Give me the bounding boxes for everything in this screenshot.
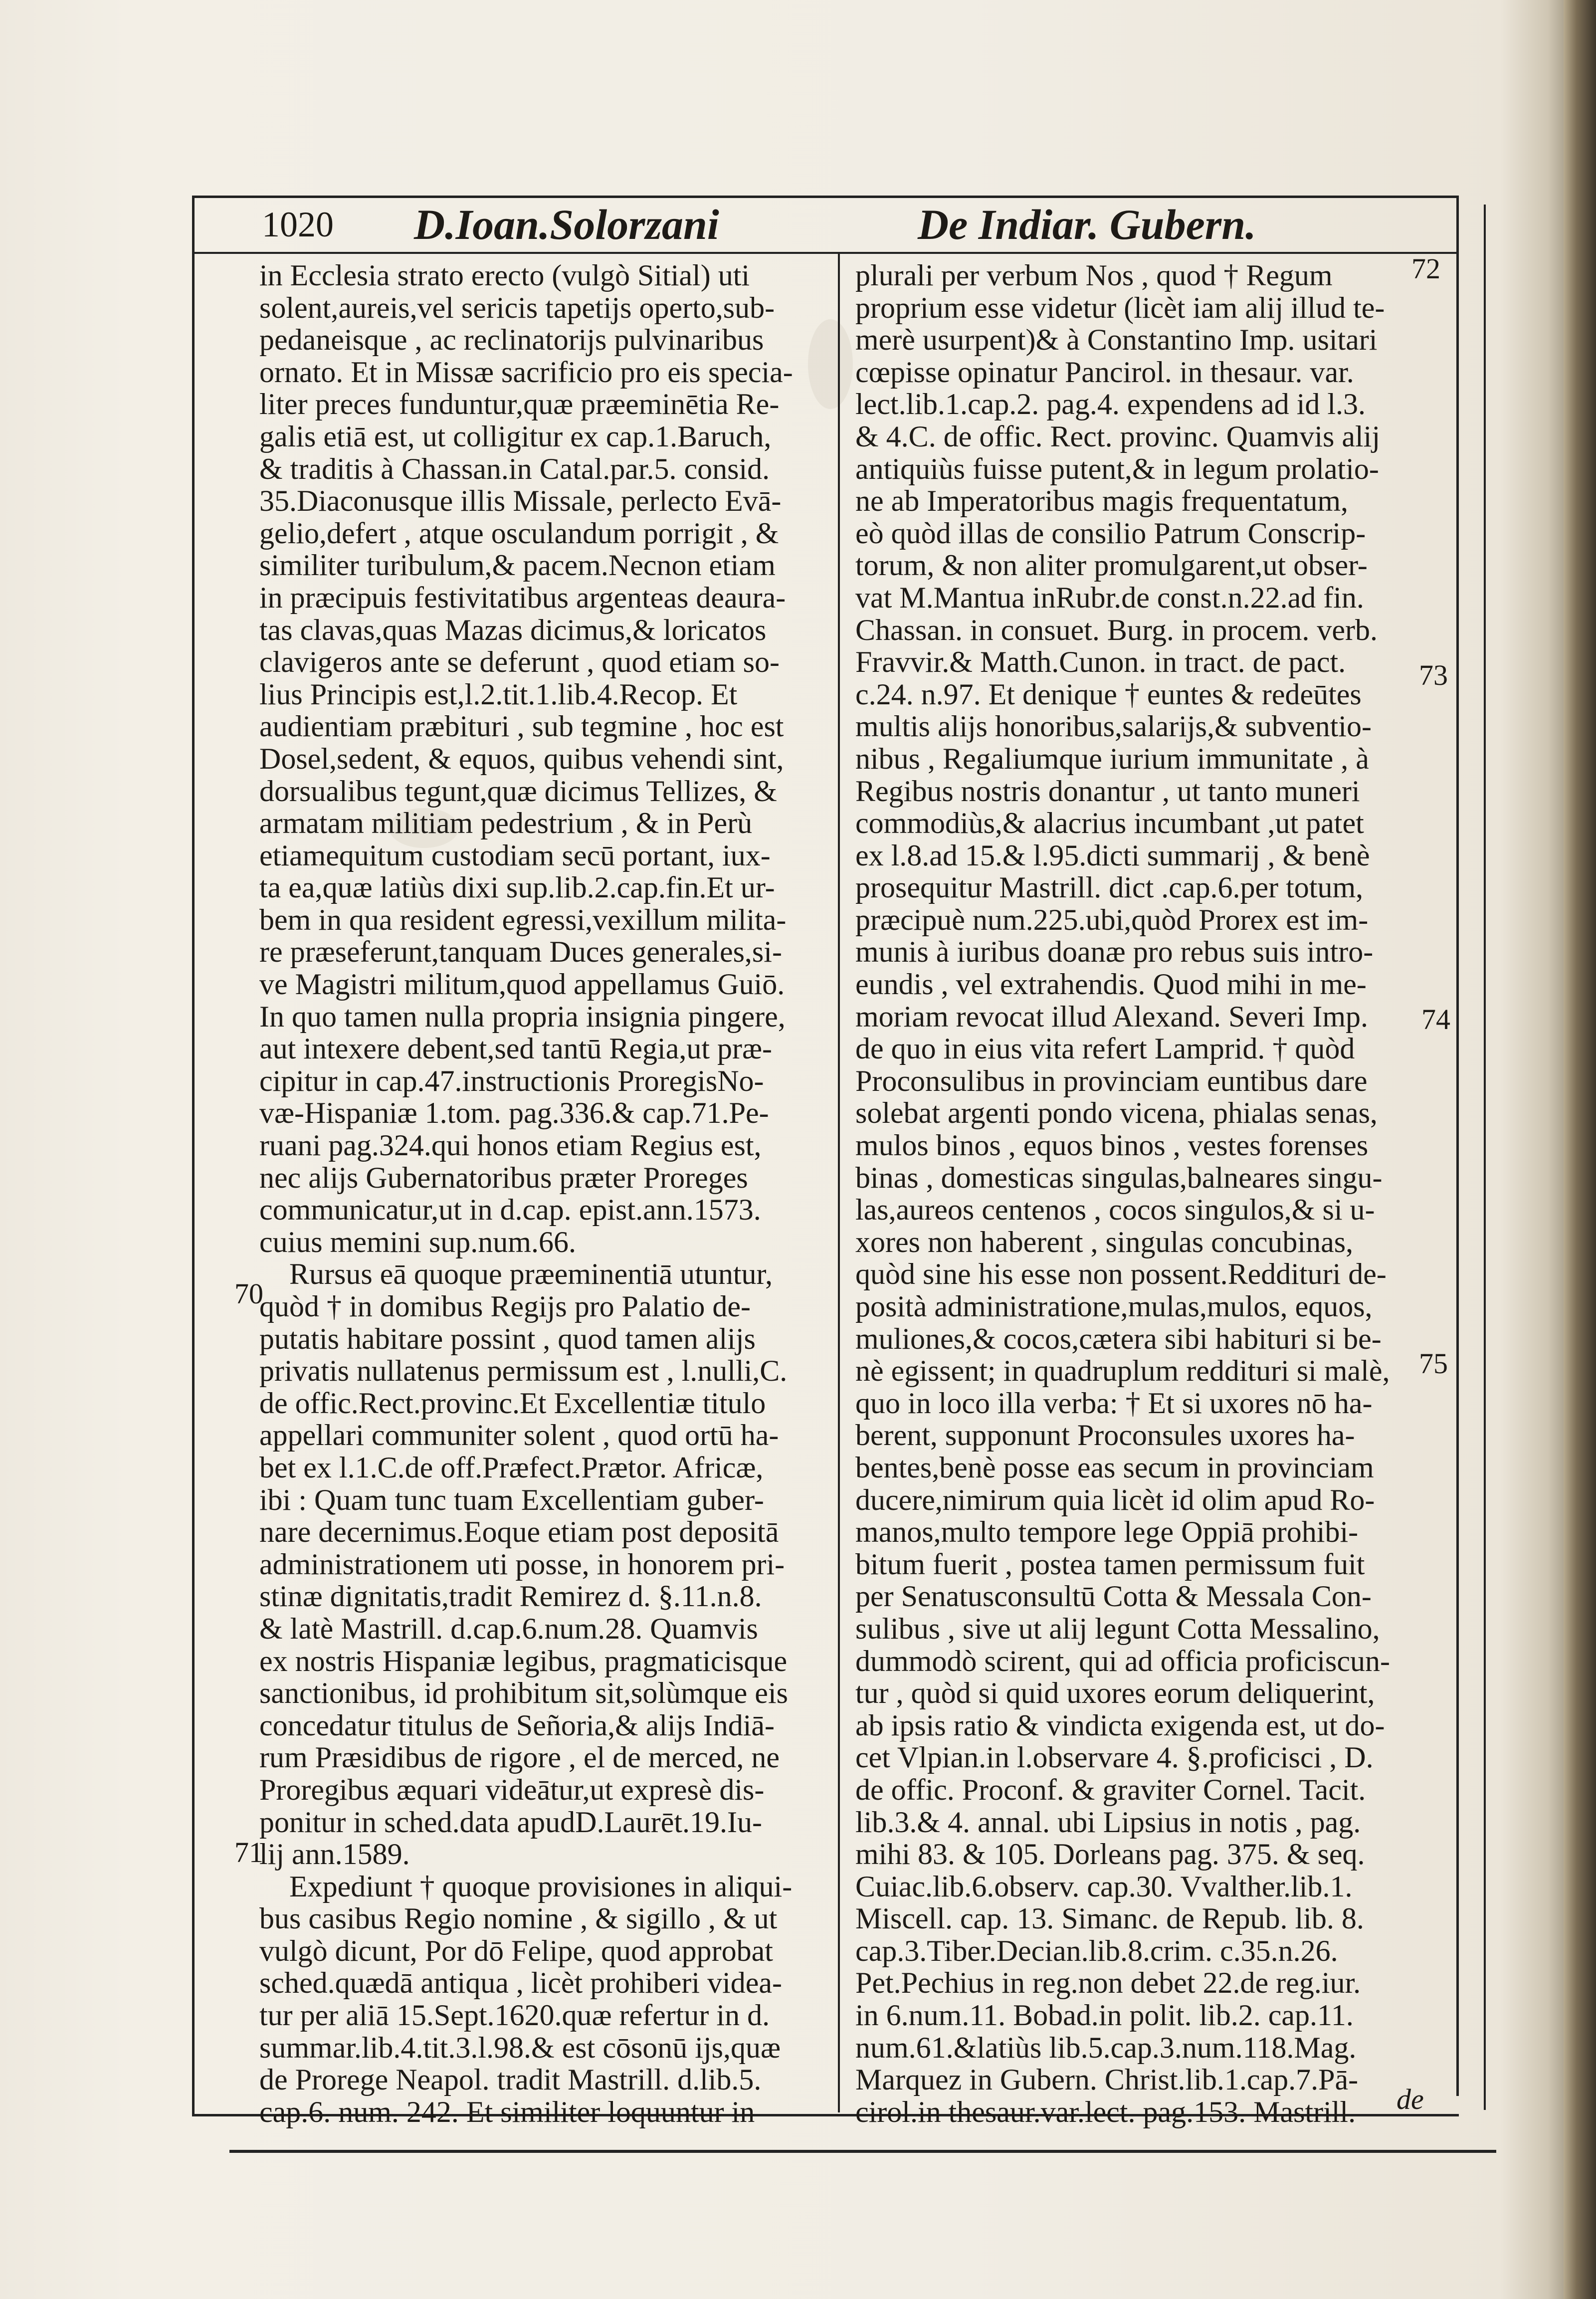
text-line: ornato. Et in Missæ sacrificio pro eis specia-	[259, 355, 793, 389]
text-line: de quo in eius vita refert Lamprid. † quòd	[855, 1032, 1355, 1065]
text-line: appellari communiter solent , quod ortū ha-	[259, 1419, 779, 1452]
text-line: bentes,benè posse eas secum in provinciam	[855, 1451, 1374, 1484]
text-line: quòd sine his esse non possent.Reddituri de-	[855, 1257, 1387, 1291]
footer-rule	[229, 2150, 1496, 2153]
text-line: berent, supponunt Proconsules uxores ha-	[855, 1419, 1355, 1452]
text-line: solent,aureis,vel sericis tapetijs operto,sub-	[259, 291, 775, 324]
text-line: de Prorege Neapol. tradit Mastrill. d.lib.5.	[259, 2063, 762, 2096]
text-line: las,aureos centenos , cocos singulos,& si u-	[855, 1193, 1375, 1227]
text-line: merè usurpent)& à Constantino Imp. usitari	[855, 323, 1378, 357]
text-line: re præseferunt,tanquam Duces generales,si-	[259, 935, 782, 969]
text-line: væ-Hispaniæ 1.tom. pag.336.& cap.71.Pe-	[259, 1096, 769, 1130]
text-line: antiquiùs fuisse putent,& in legum prolatio-	[855, 452, 1379, 485]
text-line: communicatur,ut in d.cap. epist.ann.1573.	[259, 1193, 761, 1227]
text-line: etiamequitum custodiam secū portant, iux-	[259, 838, 771, 872]
text-line: & traditis à Chassan.in Catal.par.5. consid.	[259, 452, 770, 485]
text-line: eundis , vel extrahendis. Quod mihi in me-	[855, 968, 1367, 1001]
text-line: ta ea,quæ latiùs dixi sup.lib.2.cap.fin.Et ur-	[259, 871, 775, 904]
text-line: in Ecclesia strato erecto (vulgò Sitial) uti	[259, 259, 750, 292]
text-line: ducere,nimirum quia licèt id olim apud Ro-	[855, 1483, 1375, 1516]
text-line: proprium esse videtur (licèt iam alij illud te-	[855, 291, 1385, 324]
text-line: pedaneisque , ac reclinatorijs pulvinaribus	[259, 323, 764, 357]
text-line: manos,multo tempore lege Oppiā prohibi-	[855, 1515, 1359, 1549]
column-divider	[838, 252, 840, 2112]
text-line: Miscell. cap. 13. Simanc. de Repub. lib. 8.	[855, 1902, 1364, 1935]
text-line: nare decernimus.Eoque etiam post depositā	[259, 1515, 779, 1549]
text-line: bitum fuerit , postea tamen permissum fuit	[855, 1547, 1365, 1581]
text-line: privatis nullatenus permissum est , l.nulli,C.	[259, 1354, 788, 1388]
header-rule	[192, 252, 1459, 254]
margin-number-73: 73	[1419, 659, 1448, 691]
text-line: Proregibus æquari videātur,ut expresè dis-	[259, 1773, 765, 1806]
text-line: ex nostris Hispaniæ legibus, pragmaticisque	[259, 1644, 788, 1677]
text-line: quòd † in domibus Regijs pro Palatio de-	[259, 1290, 751, 1323]
text-line: tur , quòd si quid uxores eorum deliquerint,	[855, 1676, 1375, 1710]
text-line: lect.lib.1.cap.2. pag.4. expendens ad id l.3.	[855, 388, 1366, 421]
text-line: ve Magistri militum,quod appellamus Guiō.	[259, 968, 785, 1001]
text-line: rum Præsidibus de rigore , el de merced, ne	[259, 1741, 780, 1774]
text-line: Proconsulibus in provinciam euntibus dare	[855, 1064, 1368, 1097]
text-line: concedatur titulus de Señoria,& alijs Indiā-	[259, 1708, 775, 1742]
text-line: summar.lib.4.tit.3.l.98.& est cōsonū ijs,quæ	[259, 2031, 781, 2064]
text-line: præcipuè num.225.ubi,quòd Prorex est im-	[855, 903, 1369, 936]
text-line: Fravvir.& Matth.Cunon. in tract. de pact.	[855, 645, 1346, 679]
text-line: ibi : Quam tunc tuam Excellentiam guber-	[259, 1483, 764, 1516]
text-line: ab ipsis ratio & vindicta exigenda est, ut do-	[855, 1708, 1385, 1742]
text-line: num.61.&latiùs lib.5.cap.3.num.118.Mag.	[855, 2031, 1357, 2064]
text-line: Rursus eā quoque præeminentiā utuntur,	[289, 1257, 773, 1291]
text-line: clavigeros ante se deferunt , quod etiam so-	[259, 645, 780, 679]
text-line: 35.Diaconusque illis Missale, perlecto Evā-	[259, 484, 782, 518]
left-text-column	[259, 259, 833, 2128]
text-line: moriam revocat illud Alexand. Severi Imp.	[855, 1000, 1369, 1033]
text-line: sulibus , sive ut alij legunt Cotta Messalino,	[855, 1612, 1380, 1645]
text-line: cipitur in cap.47.instructionis ProregisNo-	[259, 1064, 764, 1097]
margin-number-70: 70	[234, 1277, 263, 1310]
text-line: & 4.C. de offic. Rect. provinc. Quamvis alij	[855, 419, 1381, 453]
text-line: Dosel,sedent, & equos, quibus vehendi sint,	[259, 742, 784, 775]
text-line: commodiùs,& alacrius incumbant ,ut patet	[855, 807, 1364, 840]
text-line: cap.6. num. 242. Et similiter loquuntur in	[259, 2095, 755, 2128]
text-line: Marquez in Gubern. Christ.lib.1.cap.7.Pā-	[855, 2063, 1359, 2096]
text-line: mihi 83. & 105. Dorleans pag. 375. & seq.	[855, 1838, 1365, 1871]
text-line: & latè Mastrill. d.cap.6.num.28. Quamvis	[259, 1612, 758, 1645]
text-line: Regibus nostris donantur , ut tanto muneri	[855, 774, 1360, 808]
text-line: Chassan. in consuet. Burg. in procem. verb.	[855, 613, 1378, 646]
text-line: gelio,defert , atque osculandum porrigit , &	[259, 516, 779, 550]
text-line: c.24. n.97. Et denique † euntes & redeūtes	[855, 677, 1362, 711]
text-line: bet ex l.1.C.de off.Præfect.Prætor. Africæ,	[259, 1451, 764, 1484]
text-line: tas clavas,quas Mazas dicimus,& loricatos	[259, 613, 767, 646]
margin-number-71: 71	[234, 1836, 263, 1869]
text-line: cirol.in thesaur.var.lect. pag.153. Mastrill.	[855, 2095, 1356, 2128]
text-line: sanctionibus, id prohibitum sit,solùmque eis	[259, 1676, 788, 1710]
text-line: quo in loco illa verba: † Et si uxores nō ha-	[855, 1386, 1373, 1420]
margin-number-75: 75	[1419, 1347, 1448, 1380]
text-line: audientiam præbituri , sub tegmine , hoc est	[259, 710, 784, 743]
text-line: multis alijs honoribus,salarijs,& subventio-	[855, 710, 1372, 743]
text-line: aut intexere debent,sed tantū Regia,ut præ-	[259, 1032, 772, 1065]
text-line: Expediunt † quoque provisiones in aliqui-	[289, 1870, 793, 1903]
catchword: de	[1396, 2083, 1424, 2115]
text-line: nec alijs Gubernatoribus præter Proreges	[259, 1161, 748, 1194]
running-head-author: D.Ioan.Solorzani	[414, 201, 719, 248]
text-line: plurali per verbum Nos , quod † Regum	[855, 259, 1333, 292]
text-line: ponitur in sched.data apudD.Laurēt.19.Iu-	[259, 1805, 763, 1839]
text-line: dorsualibus tegunt,quæ dicimus Tellizes, &	[259, 774, 777, 808]
text-line: liter preces funduntur,quæ præeminētia Re-	[259, 388, 780, 421]
page-number: 1020	[262, 205, 334, 244]
text-line: cuius memini sup.num.66.	[259, 1225, 576, 1258]
book-spine	[1564, 0, 1596, 2299]
text-line: lib.3.& 4. annal. ubi Lipsius in notis , pag.	[855, 1805, 1361, 1839]
text-line: nè egissent; in quadruplum reddituri si malè,	[855, 1354, 1390, 1388]
margin-number-74: 74	[1421, 1003, 1450, 1036]
right-edge-rule	[1484, 205, 1486, 2110]
text-line: lius Principis est,l.2.tit.1.lib.4.Recop. Et	[259, 677, 738, 711]
text-line: binas , domesticas singulas,balneares singu-	[855, 1161, 1383, 1194]
text-line: ex l.8.ad 15.& l.95.dicti summarij , & benè	[855, 838, 1370, 872]
text-line: vulgò dicunt, Por dō Felipe, quod approbat	[259, 1934, 773, 1967]
text-line: In quo tamen nulla propria insignia pingere,	[259, 1000, 786, 1033]
text-line: cet Vlpian.in l.observare 4. §.proficisci , D.	[855, 1741, 1374, 1774]
text-line: armatam militiam pedestrium , & in Perù	[259, 807, 753, 840]
text-line: per Senatusconsultū Cotta & Messala Con-	[855, 1580, 1372, 1613]
text-line: stinæ dignitatis,tradit Remirez d. §.11.n.8.	[259, 1580, 762, 1613]
text-line: in præcipuis festivitatibus argenteas deaura-	[259, 581, 786, 614]
text-line: in 6.num.11. Bobad.in polit. lib.2. cap.11.	[855, 1999, 1354, 2032]
text-line: dummodò scirent, qui ad officia proficiscun-	[855, 1644, 1390, 1677]
text-line: eò quòd illas de consilio Patrum Conscrip-	[855, 516, 1366, 550]
right-frame-rule	[1456, 196, 1459, 2096]
text-line: similiter turibulum,& pacem.Necnon etiam	[259, 549, 776, 582]
text-line: de offic.Rect.provinc.Et Excellentiæ titulo	[259, 1386, 766, 1420]
text-line: cap.3.Tiber.Decian.lib.8.crim. c.35.n.26.	[855, 1934, 1338, 1967]
text-line: administrationem uti posse, in honorem pri-	[259, 1547, 785, 1581]
text-line: Pet.Pechius in reg.non debet 22.de reg.iur.	[855, 1966, 1361, 2000]
text-line: posità administratione,mulas,mulos, equos,	[855, 1290, 1373, 1323]
text-line: sched.quædā antiqua , licèt prohiberi videa-	[259, 1966, 782, 2000]
text-line: ruani pag.324.qui honos etiam Regius est,	[259, 1129, 762, 1162]
top-double-rule	[192, 196, 1459, 198]
text-line: cœpisse opinatur Pancirol. in thesaur. var.	[855, 355, 1354, 389]
text-line: ne ab Imperatoribus magis frequentatum,	[855, 484, 1349, 518]
text-line: bus casibus Regio nomine , & sigillo , & ut	[259, 1902, 778, 1935]
text-line: mulos binos , equos binos , vestes forenses	[855, 1129, 1369, 1162]
text-line: xores non haberent , singulas concubinas,	[855, 1225, 1354, 1258]
running-head-title: De Indiar. Gubern.	[918, 201, 1256, 248]
text-line: torum, & non aliter promulgarent,ut obser-	[855, 549, 1368, 582]
text-line: solebat argenti pondo vicena, phialas senas,	[855, 1096, 1378, 1130]
margin-number-72: 72	[1411, 252, 1440, 285]
text-line: putatis habitare possint , quod tamen alijs	[259, 1322, 756, 1355]
text-line: tur per aliā 15.Sept.1620.quæ refertur in d.	[259, 1999, 770, 2032]
text-line: prosequitur Mastrill. dict .cap.6.per totum,	[855, 871, 1364, 904]
text-line: Cuiac.lib.6.observ. cap.30. Vvalther.lib.1.	[855, 1870, 1353, 1903]
text-line: nibus , Regaliumque iurium immunitate , à	[855, 742, 1369, 775]
right-text-column	[855, 259, 1451, 2128]
left-frame-rule	[192, 196, 195, 2116]
text-line: munis à iuribus doanæ pro rebus suis intro-	[855, 935, 1374, 969]
text-line: vat M.Mantua inRubr.de const.n.22.ad fin.	[855, 581, 1364, 614]
text-line: bem in qua resident egressi,vexillum milita-	[259, 903, 787, 936]
text-line: galis etiā est, ut colligitur ex cap.1.Baruch,	[259, 419, 772, 453]
text-line: muliones,& cocos,cætera sibi habituri si be-	[855, 1322, 1382, 1355]
text-line: de offic. Proconf. & graviter Cornel. Tacit.	[855, 1773, 1366, 1806]
text-line: lij ann.1589.	[259, 1838, 410, 1871]
